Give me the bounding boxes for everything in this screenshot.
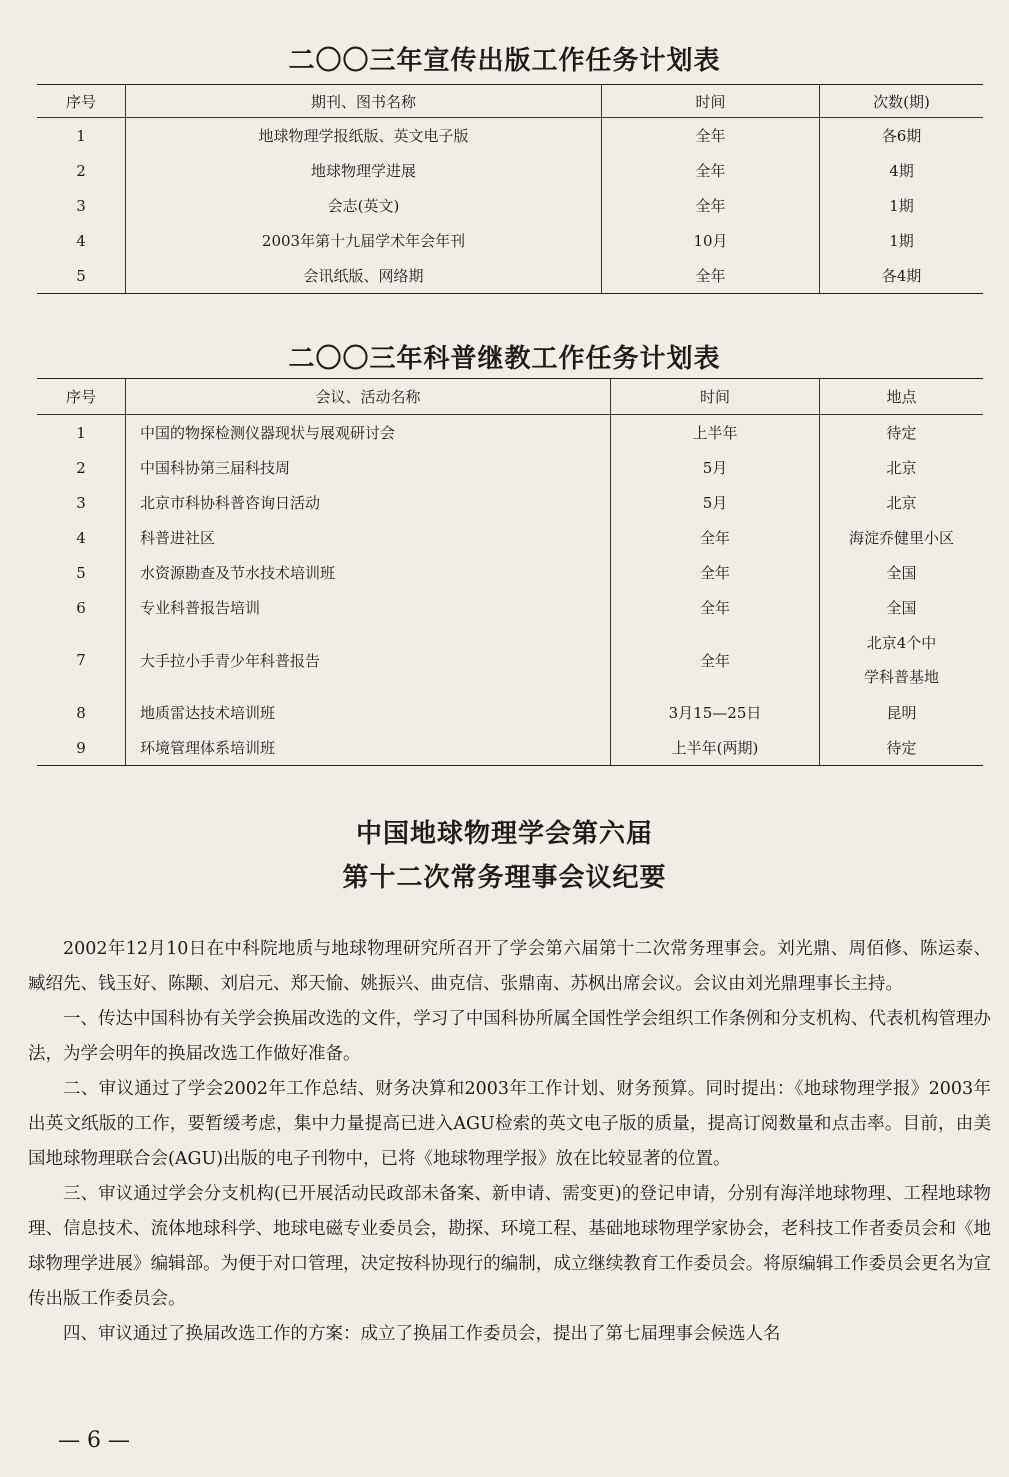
table-cell: 2: [76, 161, 86, 180]
table-cell: 各6期: [819, 118, 983, 153]
table-header-cell: 时间: [601, 85, 819, 117]
table-cell: 各4期: [819, 258, 983, 293]
table-cell: 全年: [610, 520, 819, 555]
article-paragraph: 2002年12月10日在中科院地质与地球物理研究所召开了学会第六届第十二次常务理事会。刘光鼎、周佰修、陈运泰、臧绍先、钱玉好、陈颙、刘启元、郑天愉、姚振兴、曲克信、张鼎南、苏枫出席会议。会议由刘光鼎理事长主持。: [28, 939, 991, 994]
table-row: [37, 695, 983, 730]
table-cell: 待定: [819, 730, 983, 765]
table-row: [37, 118, 983, 153]
table-cell: 全年: [610, 555, 819, 590]
table-cell: 3月15—25日: [610, 695, 819, 730]
table-cell: 4: [76, 528, 86, 547]
table-cell: 全年: [601, 258, 819, 293]
table-cell: 全年: [601, 118, 819, 153]
table-cell: 地球物理学进展: [125, 153, 601, 188]
table-cell: 1期: [819, 223, 983, 258]
table-header-cell: 期刊、图书名称: [125, 85, 601, 117]
article-body: [28, 932, 991, 1352]
table-cell: 水资源勘查及节水技术培训班: [125, 555, 610, 590]
publish-plan-table: [37, 84, 983, 294]
table-cell: 会讯纸版、网络期: [125, 258, 601, 293]
table-cell: 2003年第十九届学术年会年刊: [125, 223, 601, 258]
table-cell: 1: [76, 423, 86, 442]
table-row: [37, 730, 983, 765]
article-paragraph: 一、传达中国科协有关学会换届改选的文件，学习了中国科协所属全国性学会组织工作条例和分支机构、代表机构管理办法，为学会明年的换届改选工作做好准备。: [28, 1009, 991, 1064]
table-row: [37, 258, 983, 293]
table-cell: 昆明: [819, 695, 983, 730]
article-paragraph: 四、审议通过了换届改选工作的方案：成立了换届工作委员会，提出了第七届理事会候选人名: [63, 1324, 781, 1344]
table-cell: 会志(英文): [125, 188, 601, 223]
table-cell: 北京: [819, 450, 983, 485]
table-row: [37, 188, 983, 223]
table-header-cell: 会议、活动名称: [125, 379, 610, 414]
table-cell: 北京: [819, 485, 983, 520]
table-cell: 科普进社区: [125, 520, 610, 555]
table-cell: 5: [76, 266, 86, 285]
table-cell: 全年: [601, 153, 819, 188]
table-cell: 中国的物探检测仪器现状与展观研讨会: [125, 415, 610, 450]
table-cell: 5月: [610, 485, 819, 520]
table-cell: 待定: [819, 415, 983, 450]
table-cell: 4期: [819, 153, 983, 188]
table-cell: 上半年(两期): [610, 730, 819, 765]
table-cell: 海淀乔健里小区: [819, 520, 983, 555]
table-cell: 8: [76, 703, 86, 722]
table-header-row: [37, 85, 983, 118]
table-cell: 上半年: [610, 415, 819, 450]
table-cell: 7: [76, 651, 86, 669]
table-cell: 1: [76, 126, 86, 145]
table-row: [37, 415, 983, 450]
table-header-cell: 序号: [65, 388, 96, 406]
table-cell: 环境管理体系培训班: [125, 730, 610, 765]
table-header-cell: 序号: [65, 92, 96, 111]
table-cell: 地球物理学报纸版、英文电子版: [125, 118, 601, 153]
table-cell: 3: [76, 493, 86, 512]
table-cell: 全国: [819, 590, 983, 625]
table-cell: 全年: [610, 590, 819, 625]
table-header-cell: 次数(期): [819, 85, 983, 117]
table-cell: 全国: [819, 555, 983, 590]
table-row: [37, 555, 983, 590]
table-cell: 中国科协第三届科技周: [125, 450, 610, 485]
table-cell: 北京市科协科普咨询日活动: [125, 485, 610, 520]
table-cell: 全年: [610, 625, 819, 695]
table-header-row: [37, 379, 983, 415]
table-cell: 北京4个中 学科普基地: [819, 625, 983, 695]
table-header-cell: 地点: [819, 379, 983, 414]
article-title-line2: 第十二次常务理事会议纪要: [342, 863, 667, 893]
table-cell: 全年: [601, 188, 819, 223]
table-cell: 5: [76, 563, 86, 582]
table-header-cell: 时间: [610, 379, 819, 414]
table-cell: 4: [76, 231, 86, 250]
publish-table-title: 二〇〇三年宣传出版工作任务计划表: [288, 46, 721, 76]
table-cell: 地质雷达技术培训班: [125, 695, 610, 730]
science-table-title: 二〇〇三年科普继教工作任务计划表: [288, 344, 721, 374]
table-cell: 6: [76, 598, 86, 617]
article-paragraph: 三、审议通过学会分支机构(已开展活动民政部未备案、新申请、需变更)的登记申请，分别有海洋地球物理、工程地球物理、信息技术、流体地球科学、地球电磁专业委员会，勘探、环境工程、基础地球物理学家协会，老科技工作者委员会和《地球物理学进展》编辑部。为便于对口管理，决定按科协现行的编制，成立继续教育工作委员会。将原编辑工作委员会更名为宣传出版工作委员会。: [28, 1184, 991, 1309]
table-cell: 大手拉小手青少年科普报告: [125, 625, 610, 695]
table-row: [37, 223, 983, 258]
page-number: — 6 —: [58, 1428, 130, 1453]
table-cell: 5月: [610, 450, 819, 485]
table-row: [37, 485, 983, 520]
table-cell: 3: [76, 196, 86, 215]
article-title-line1: 中国地球物理学会第六届: [355, 819, 653, 849]
table-cell: 10月: [601, 223, 819, 258]
table-row: [37, 520, 983, 555]
table-cell: 2: [76, 458, 86, 477]
table-row: [37, 153, 983, 188]
table-cell: 专业科普报告培训: [125, 590, 610, 625]
article-paragraph: 二、审议通过了学会2002年工作总结、财务决算和2003年工作计划、财务预算。同时提出：《地球物理学报》2003年出英文纸版的工作，要暂缓考虑，集中力量提高已进入AGU检索的英文电子版的质量，提高订阅数量和点击率。目前，由美国地球物理联合会(AGU)出版的电子刊物中，已将《地球物理学报》放在比较显著的位置。: [28, 1079, 991, 1169]
table-row: [37, 625, 983, 695]
science-plan-table: [37, 378, 983, 766]
table-row: [37, 590, 983, 625]
table-cell: 1期: [819, 188, 983, 223]
table-row: [37, 450, 983, 485]
table-cell: 9: [76, 738, 86, 757]
